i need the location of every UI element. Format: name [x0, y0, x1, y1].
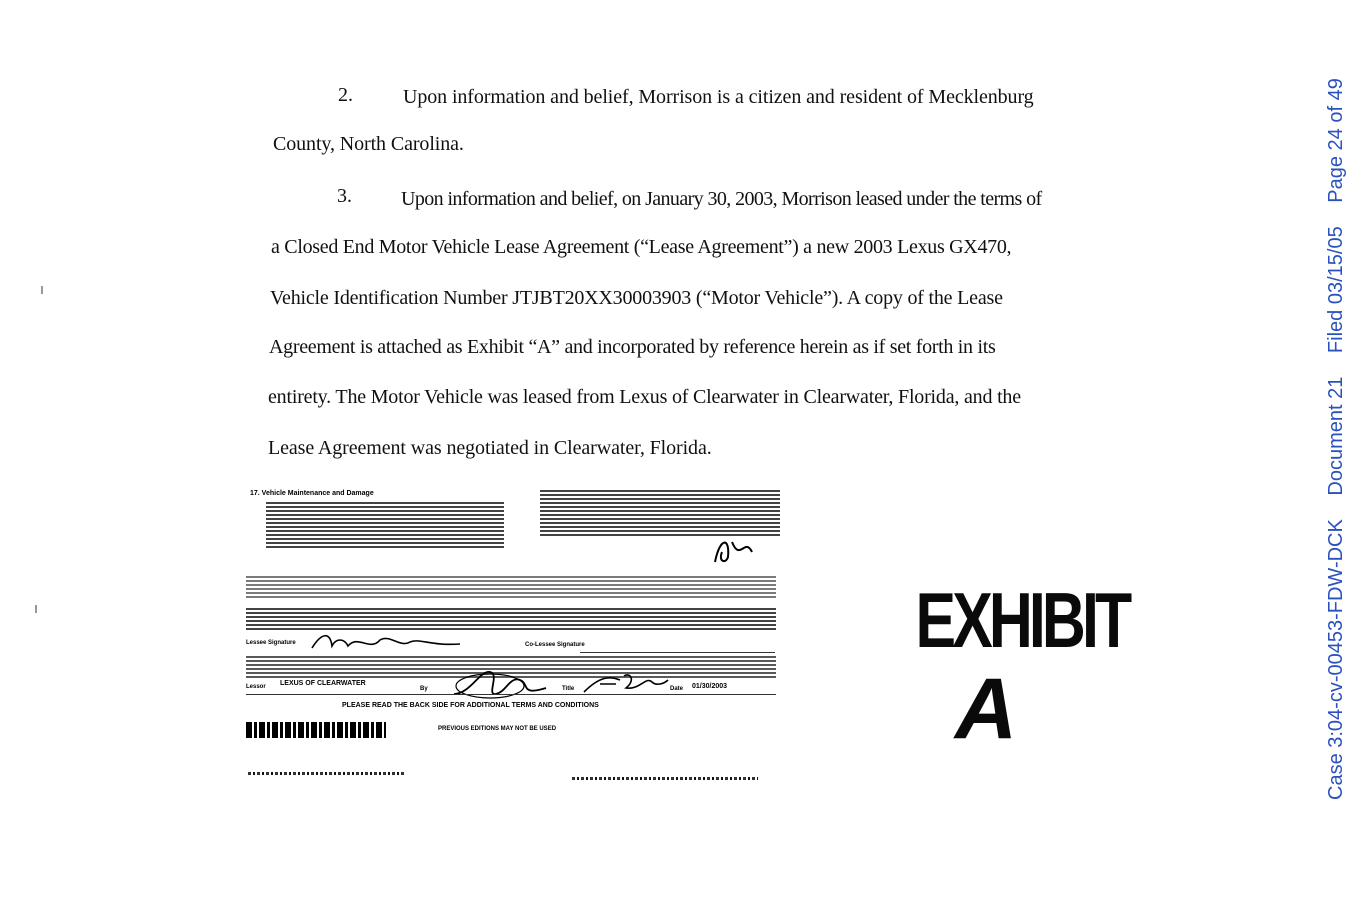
scan-text-block-left [266, 502, 504, 548]
scan-text-block-right [540, 490, 780, 538]
scan-speck [35, 605, 37, 613]
exhibit-stamp-letter: A [955, 661, 1018, 757]
date-value: 01/30/2003 [692, 683, 728, 690]
initials-mark [710, 532, 760, 568]
barcode [246, 722, 386, 738]
filed-date: Filed 03/15/05 [1325, 226, 1347, 354]
co-lessee-label: Co-Lessee Signature [525, 642, 585, 648]
scan-speck [41, 286, 43, 294]
paragraph-2-line-2: County, North Carolina. [273, 133, 464, 155]
scan-heading: 17. Vehicle Maintenance and Damage [250, 490, 374, 497]
lessor-name: LEXUS OF CLEARWATER [280, 680, 366, 687]
paragraph-3-line-1: Upon information and belief, on January 30, 2003, Morrison leased under the terms of [401, 188, 1042, 210]
previous-editions-notice: PREVIOUS EDITIONS MAY NOT BE USED [438, 726, 557, 732]
scan-bottom-rule-right [572, 777, 758, 780]
scan-disclosure-block [246, 576, 776, 598]
court-filing-stamp [1320, 80, 1352, 800]
paragraph-3-line-6: Lease Agreement was negotiated in Clearwater, Florida. [268, 437, 712, 459]
page-number: Page 24 of 49 [1325, 78, 1347, 203]
date-label: Date [670, 686, 684, 692]
scan-bottom-rule-left [248, 772, 404, 775]
paragraph-2-line-1: Upon information and belief, Morrison is a citizen and resident of Mecklenburg [403, 86, 1034, 108]
document-number: Document 21 [1325, 376, 1347, 496]
scanned-lease-excerpt [240, 480, 785, 780]
read-back-notice: PLEASE READ THE BACK SIDE FOR ADDITIONAL TERMS AND CONDITIONS [342, 702, 599, 709]
by-label: By [420, 686, 428, 692]
title-signature [580, 670, 670, 700]
title-label: Title [562, 686, 575, 692]
paragraph-3-line-3: Vehicle Identification Number JTJBT20XX30003903 (“Motor Vehicle”). A copy of the Lease [270, 287, 1003, 309]
signature-line [246, 694, 776, 695]
lessor-label: Lessor [246, 684, 266, 690]
paragraph-3-line-5: entirety. The Motor Vehicle was leased from Lexus of Clearwater in Clearwater, Florida, and the [268, 386, 1021, 408]
lessee-signature-label: Lessee Signature [246, 640, 296, 646]
case-number: Case 3:04-cv-00453-FDW-DCK [1325, 519, 1347, 800]
paragraph-3-line-2: a Closed End Motor Vehicle Lease Agreement (“Lease Agreement”) a new 2003 Lexus GX470, [271, 236, 1012, 258]
co-lessee-line [580, 652, 775, 653]
scan-acknowledgment-block [246, 608, 776, 632]
paragraph-number-3: 3. [337, 185, 352, 207]
paragraph-3-line-4: Agreement is attached as Exhibit “A” and incorporated by reference herein as if set forth in its [269, 336, 996, 358]
lessee-signature [310, 630, 470, 654]
exhibit-stamp-word: EXHIBIT [915, 576, 1129, 664]
paragraph-number-2: 2. [338, 84, 353, 106]
